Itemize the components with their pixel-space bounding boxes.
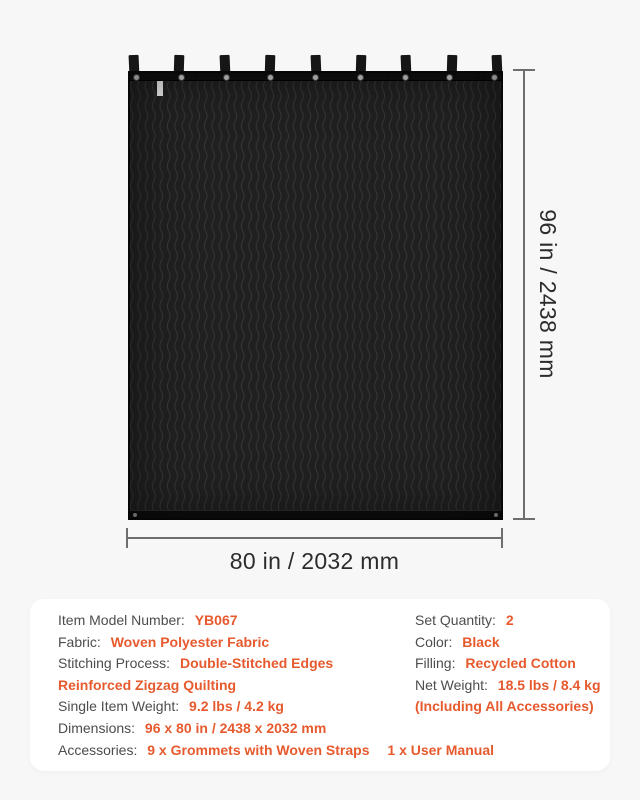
grommet-icon: [268, 75, 273, 80]
bottom-binding-band: [128, 510, 503, 520]
spec-label: Net Weight:: [415, 676, 488, 693]
spec-value: Woven Polyester Fabric: [110, 633, 270, 650]
spec-value: Recycled Cotton: [465, 655, 576, 672]
spec-column-right: [415, 610, 601, 718]
care-label-tag: [157, 81, 163, 96]
spec-row-dimensions: [58, 718, 494, 740]
spec-row-accessories: [58, 740, 494, 762]
spec-label: Fabric:: [58, 633, 101, 650]
spec-row-filling: [415, 653, 601, 675]
grommet-icon: [179, 75, 184, 80]
spec-value: 9.2 lbs / 4.2 kg: [189, 698, 284, 715]
spec-label: Accessories:: [58, 741, 138, 758]
spec-row-set-quantity: [415, 610, 601, 632]
spec-value: YB067: [194, 612, 238, 628]
grommet-icon: [447, 75, 452, 80]
spec-value: Double-Stitched Edges: [179, 655, 334, 672]
grommets-row: [134, 75, 497, 80]
spec-value: 1 x User Manual: [387, 741, 494, 758]
blanket-image: [128, 71, 503, 520]
grommet-icon: [313, 75, 318, 80]
spec-row-net-weight: [415, 675, 601, 697]
width-dimension-label: 80 in / 2032 mm: [229, 548, 400, 574]
grommet-icon: [494, 513, 498, 517]
height-dimension-label: 96 in / 2438 mm: [535, 209, 561, 379]
spec-row-net-weight-cont: [415, 696, 601, 718]
spec-label: Single Item Weight:: [58, 698, 180, 715]
grommet-icon: [133, 513, 137, 517]
grommet-icon: [492, 75, 497, 80]
width-dimension-line: [126, 537, 503, 539]
spec-value: 9 x Grommets with Woven Straps: [147, 741, 370, 758]
spec-value: Black: [462, 633, 500, 650]
grommet-icon: [134, 75, 139, 80]
grommet-icon: [358, 75, 363, 80]
grommet-icon: [224, 75, 229, 80]
spec-row-color: [415, 632, 601, 654]
spec-label: Dimensions:: [58, 719, 136, 736]
spec-value: (Including All Accessories): [415, 698, 594, 715]
spec-label: Stitching Process:: [58, 655, 171, 672]
spec-label: Color:: [415, 633, 453, 650]
spec-value: 2: [505, 612, 514, 628]
spec-label: Item Model Number:: [58, 612, 185, 628]
spec-label: Filling:: [415, 655, 456, 672]
grommet-icon: [403, 75, 408, 80]
spec-value: 96 x 80 in / 2438 x 2032 mm: [144, 719, 327, 736]
spec-value: 18.5 lbs / 8.4 kg: [497, 676, 601, 693]
spec-label: Set Quantity:: [415, 612, 496, 628]
height-dimension-line: [523, 69, 525, 520]
spec-card: [30, 599, 610, 771]
fabric-zigzag-texture: [128, 71, 503, 520]
spec-value: Reinforced Zigzag Quilting: [58, 676, 237, 693]
